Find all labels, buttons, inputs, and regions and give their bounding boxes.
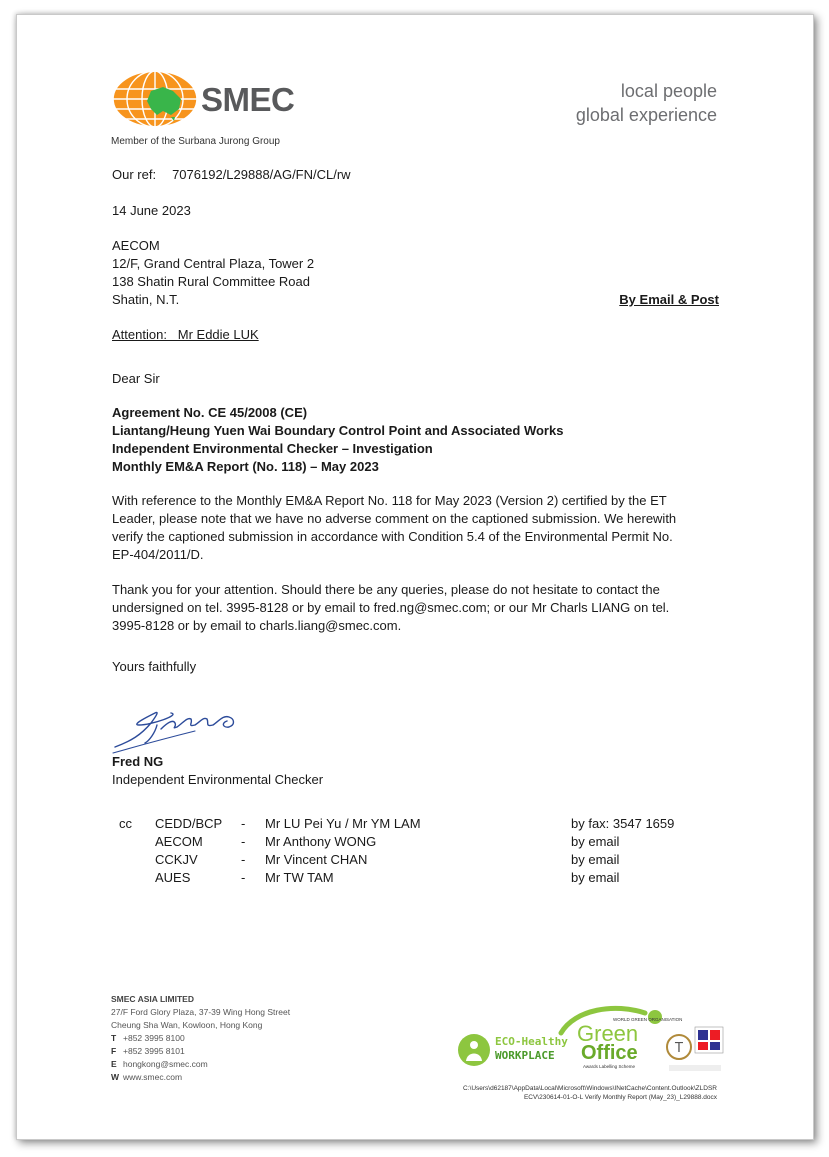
address-line: AECOM (112, 238, 160, 253)
delivery-method: By Email & Post (619, 292, 719, 307)
subject-line: Independent Environmental Checker – Investigation (112, 441, 433, 456)
cc-label: cc (119, 816, 132, 831)
logo-member-text: Member of the Surbana Jurong Group (111, 136, 280, 147)
certification-marks (665, 1023, 725, 1075)
company-address-line: 27/F Ford Glory Plaza, 37-39 Wing Hong Street (111, 1007, 291, 1017)
slogan-line-2: global experience (575, 105, 717, 125)
file-path (463, 1084, 717, 1102)
globe-icon (111, 69, 201, 133)
cc-person: Mr Vincent CHAN (265, 852, 368, 867)
ref-value: 7076192/L29888/AG/FN/CL/rw (172, 167, 351, 182)
cc-method: by email (571, 870, 620, 885)
green-caption: Awards Labelling Scheme (583, 1064, 635, 1069)
company-phone (111, 1032, 290, 1045)
company-address-line: Cheung Sha Wan, Kowloon, Hong Kong (111, 1020, 263, 1030)
paragraph-line: Leader, please note that we have no adverse comment on the captioned submission. We herewith (112, 511, 677, 526)
address-line: Shatin, N.T. (112, 292, 180, 307)
cc-method: by email (571, 852, 620, 867)
paragraph-line: 3995-8128 or by email to charls.liang@smec.com. (112, 618, 402, 633)
slogan (576, 79, 717, 127)
web-label: W (111, 1072, 120, 1082)
address-line: 138 Shatin Rural Committee Road (112, 274, 310, 289)
cc-person: Mr Anthony WONG (265, 834, 377, 849)
handwritten-signature (111, 695, 251, 755)
green-office-logo (555, 1003, 683, 1073)
subject-block (112, 404, 563, 476)
cc-person: Mr LU Pei Yu / Mr YM LAM (265, 816, 421, 831)
company-email (111, 1058, 290, 1071)
body-paragraph-2 (112, 581, 669, 635)
smec-logo (111, 69, 311, 149)
cc-org: AECOM (155, 834, 203, 849)
ref-label: Our ref: (112, 167, 157, 182)
address-line: 12/F, Grand Central Plaza, Tower 2 (112, 256, 315, 271)
body-paragraph-1 (112, 492, 676, 564)
logo-wordmark: SMEC (201, 81, 295, 118)
company-fax (111, 1045, 290, 1058)
file-path-line-2: ECV\230614-01-O-L Verify Monthly Report (May_23)_L29888.docx (523, 1094, 717, 1101)
fax-value: +852 3995 8101 (123, 1046, 185, 1056)
cc-list (17, 815, 813, 895)
slogan-line-1: local people (620, 81, 717, 101)
cc-method: by email (571, 834, 620, 849)
cc-org: CCKJV (155, 852, 198, 867)
email-label: E (111, 1059, 117, 1069)
recipient-address (112, 237, 314, 309)
eco-text-1: ECO-Healthy (495, 1035, 568, 1048)
cc-dash: - (241, 834, 246, 849)
eco-text-2: WORKPLACE (495, 1049, 555, 1062)
cc-dash: - (241, 852, 246, 867)
cc-dash: - (241, 870, 246, 885)
closing: Yours faithfully (112, 659, 197, 674)
phone-value: +852 3995 8100 (123, 1033, 185, 1043)
subject-line: Monthly EM&A Report (No. 118) – May 2023 (112, 459, 379, 474)
web-value: www.smec.com (123, 1072, 183, 1082)
subject-line: Agreement No. CE 45/2008 (CE) (112, 405, 308, 420)
svg-text:T: T (675, 1041, 683, 1056)
attention-line: Attention: Mr Eddie LUK (112, 327, 259, 342)
green-text: Green (577, 1021, 639, 1046)
company-name: SMEC ASIA LIMITED (111, 994, 194, 1004)
company-web (111, 1071, 290, 1084)
cc-method: by fax: 3547 1659 (571, 816, 675, 831)
salutation: Dear Sir (112, 371, 160, 386)
paragraph-line: With reference to the Monthly EM&A Report No. 118 for May 2023 (Version 2) certified by the ET (112, 493, 667, 508)
fax-label: F (111, 1046, 117, 1056)
letter-date: 14 June 2023 (112, 203, 191, 218)
signer-title: Independent Environmental Checker (112, 772, 324, 787)
letter-page (16, 14, 814, 1140)
company-footer (111, 993, 290, 1084)
reference-line (112, 166, 351, 184)
paragraph-line: undersigned on tel. 3995-8128 or by email to fred.ng@smec.com; or our Mr Charls LIANG on tel. (112, 600, 670, 615)
cc-org: CEDD/BCP (155, 816, 223, 831)
paragraph-line: Thank you for your attention. Should there be any queries, please do not hesitate to contact the (112, 582, 660, 597)
email-value: hongkong@smec.com (123, 1059, 208, 1069)
signer-name: Fred NG (112, 754, 164, 769)
green-small-text: WORLD GREEN ORGANISATION (613, 1017, 683, 1022)
phone-label: T (111, 1033, 117, 1043)
file-path-line-1: C:\Users\d62187\AppData\Local\Microsoft\Windows\INetCache\Content.Outlook\ZLDSR (463, 1085, 717, 1092)
paragraph-line: verify the captioned submission in accordance with Condition 5.4 of the Environmental Permit No. (112, 529, 673, 544)
cc-person: Mr TW TAM (265, 870, 334, 885)
leaf-icon (457, 1033, 491, 1067)
certification-icon (665, 1023, 725, 1075)
paragraph-line: EP-404/2011/D. (112, 547, 204, 562)
cc-dash: - (241, 816, 246, 831)
office-text: Office (581, 1042, 638, 1064)
cc-org: AUES (155, 870, 191, 885)
subject-line: Liantang/Heung Yuen Wai Boundary Control Point and Associated Works (112, 423, 564, 438)
